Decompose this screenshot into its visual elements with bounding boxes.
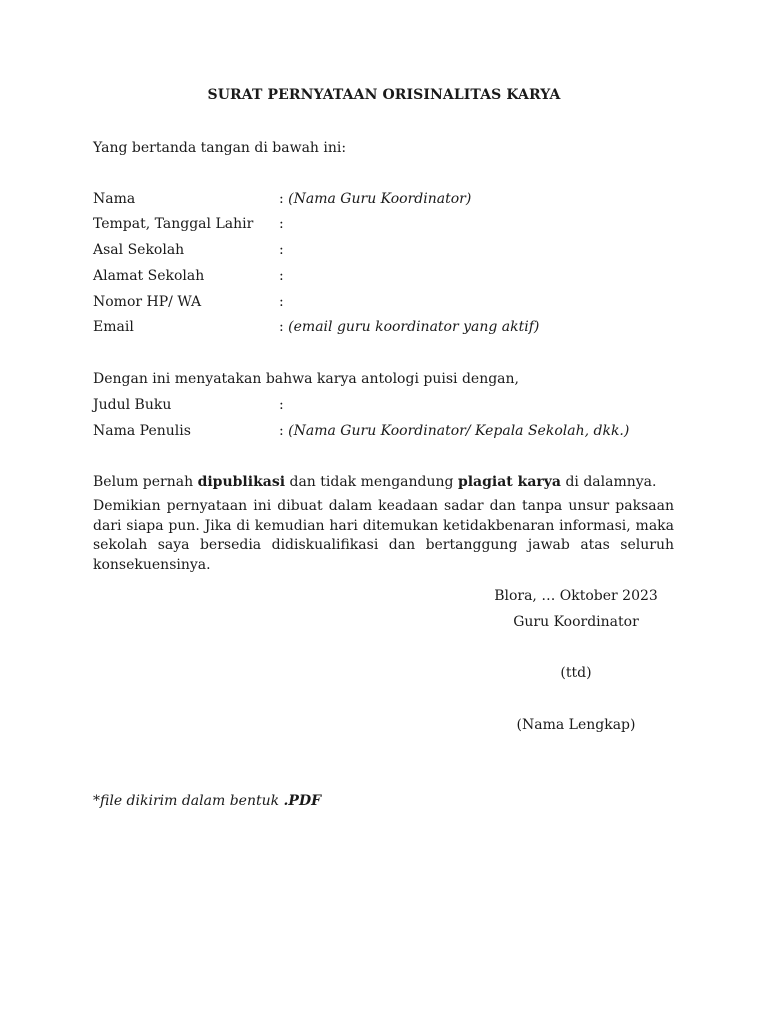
signature-ttd: (ttd) xyxy=(560,665,592,681)
signature-full-name: (Nama Lengkap) xyxy=(516,717,636,733)
field-label: Tempat, Tanggal Lahir xyxy=(93,216,254,232)
intro-text: Yang bertanda tangan di bawah ini: xyxy=(93,140,347,156)
field-label: Email xyxy=(93,319,134,335)
declaration-part: Belum pernah xyxy=(93,474,198,490)
declaration-emphasis: plagiat karya xyxy=(457,474,561,490)
field-colon: : xyxy=(279,319,284,335)
field-value xyxy=(279,317,539,337)
field-colon: : xyxy=(279,242,284,258)
field-label: Judul Buku xyxy=(93,397,172,413)
field-colon: : xyxy=(279,294,284,310)
field-label: Alamat Sekolah xyxy=(93,268,205,284)
signature-place-date: Blora, … Oktober 2023 xyxy=(494,588,658,604)
field-label: Asal Sekolah xyxy=(93,242,185,258)
field-value xyxy=(279,240,284,260)
field-colon: : xyxy=(279,268,284,284)
field-value-text: (email guru koordinator yang aktif) xyxy=(288,319,540,335)
statement-intro: Dengan ini menyatakan bahwa karya antologi puisi dengan, xyxy=(93,371,519,387)
field-label: Nama Penulis xyxy=(93,423,191,439)
footnote xyxy=(93,791,321,811)
signature-role: Guru Koordinator xyxy=(513,614,639,630)
field-colon: : xyxy=(279,423,284,439)
document-title: SURAT PERNYATAAN ORISINALITAS KARYA xyxy=(207,87,561,103)
field-colon: : xyxy=(279,397,284,413)
field-value-text: (Nama Guru Koordinator) xyxy=(288,191,472,207)
declaration-text xyxy=(93,472,656,492)
declaration-part: di dalamnya. xyxy=(561,474,657,490)
declaration-emphasis: dipublikasi xyxy=(197,474,286,490)
declaration-part: dan tidak mengandung xyxy=(285,474,458,490)
field-label: Nomor HP/ WA xyxy=(93,294,202,310)
field-colon: : xyxy=(279,216,284,232)
field-value-text: (Nama Guru Koordinator/ Kepala Sekolah, dkk.) xyxy=(288,423,630,439)
field-value xyxy=(279,214,284,234)
footnote-format: .PDF xyxy=(283,793,322,809)
field-value xyxy=(279,189,471,209)
field-value xyxy=(279,395,284,415)
field-colon: : xyxy=(279,191,284,207)
field-label: Nama xyxy=(93,191,136,207)
closing-paragraph: Demikian pernyataan ini dibuat dalam keadaan sadar dan tanpa unsur paksaan dari siapa pun. Jika di kemudian hari ditemukan ketidakbenaran informasi, maka sekolah saya bersedia didiskualifikasi dan bertanggung jawab atas seluruh konsekuensinya. xyxy=(93,498,674,573)
field-value xyxy=(279,266,284,286)
field-value xyxy=(279,292,284,312)
field-value xyxy=(279,421,629,441)
footnote-text: *file dikirim dalam bentuk xyxy=(93,793,284,809)
